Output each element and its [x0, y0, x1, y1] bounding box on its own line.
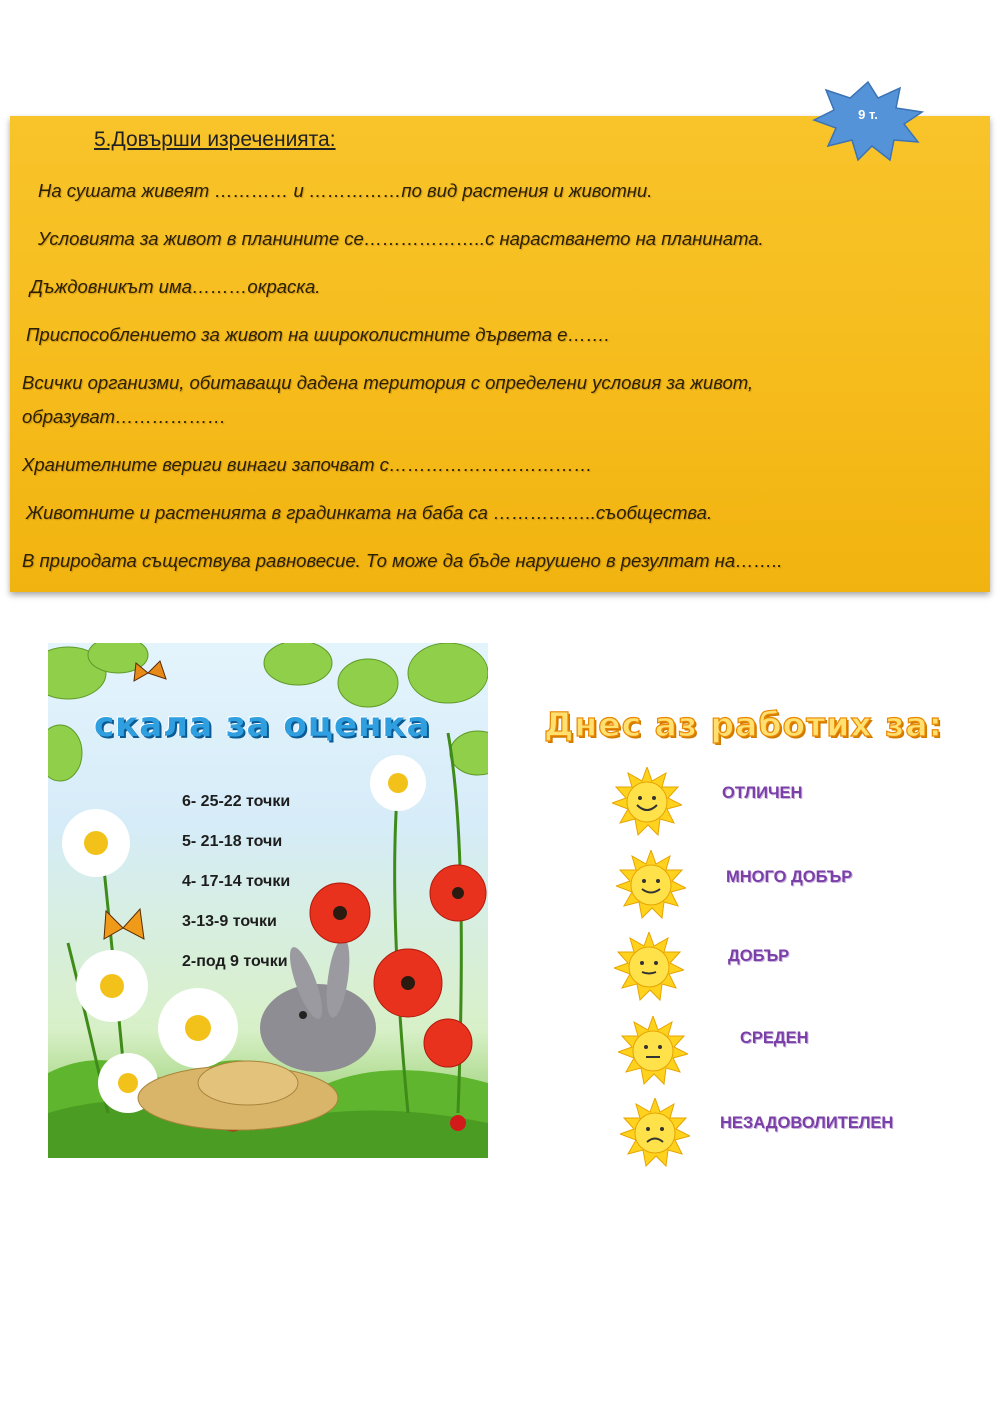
grading-scale-card [48, 643, 488, 1158]
scale-row-2: 2-под 9 точки [182, 953, 288, 970]
scale-row-4: 4- 17-14 точки [182, 873, 291, 890]
task-box [10, 116, 990, 592]
grade-label-excellent: ОТЛИЧЕН [722, 784, 803, 802]
sun-big-smile-icon [612, 767, 682, 837]
sentence-4: Приспособлението за живот на широколистните дървета е……. [26, 324, 610, 345]
points-badge-text: 9 т. [858, 107, 878, 122]
sentence-6: Хранителните вериги винаги започват с…………………………… [22, 454, 593, 475]
scale-title: скала за оценка [94, 705, 431, 745]
sentence-5a: Всички организми, обитаващи дадена територия с определени условия за живот, [22, 372, 754, 393]
self-assessment-heading: Днес аз работих за: [544, 705, 943, 744]
sun-sad-icon [620, 1098, 690, 1168]
task-title: 5.Довърши изреченията: [94, 128, 336, 151]
scale-row-5: 5- 21-18 точи [182, 833, 283, 850]
sentence-1: На сушата живеят ………… и ……………по вид растения и животни. [38, 180, 653, 201]
grade-label-average: СРЕДЕН [740, 1029, 809, 1047]
sentence-8: В природата съществува равновесие. То може да бъде нарушено в резултат на…….. [22, 550, 783, 571]
sun-smile-icon [616, 850, 686, 920]
sentence-3: Дъждовникът има………окраска. [30, 276, 321, 297]
scale-row-6: 6- 25-22 точки [182, 793, 291, 810]
scale-row-3: 3-13-9 точки [182, 913, 277, 930]
sentence-5b: образуват……………… [22, 406, 227, 427]
grade-label-very-good: МНОГО ДОБЪР [726, 868, 853, 886]
ladybug-icon [450, 1115, 466, 1131]
grade-label-unsatisfactory: НЕЗАДОВОЛИТЕЛЕН [720, 1114, 894, 1132]
sun-neutral-icon [618, 1016, 688, 1086]
grade-label-good: ДОБЪР [728, 947, 790, 965]
sentence-2: Условията за живот в планините се………………..с нарастването на планината. [38, 228, 764, 249]
sun-slight-smile-icon [614, 932, 684, 1002]
sentence-7: Животните и растенията в градинката на баба са ……………..съобщества. [26, 502, 713, 523]
butterfly-icon [104, 661, 166, 939]
